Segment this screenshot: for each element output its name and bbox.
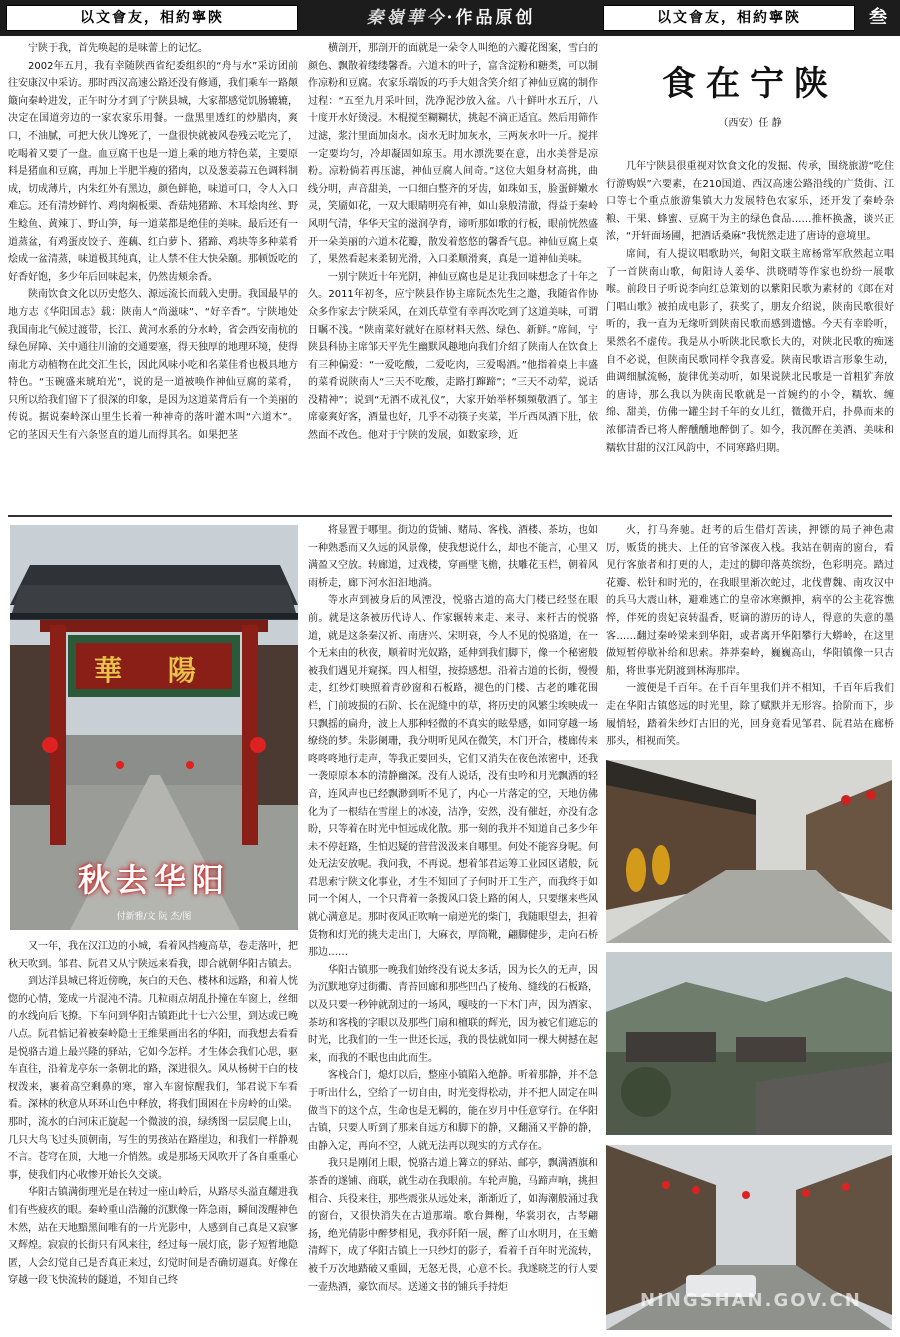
paragraph: 火，打马奔驰。赶考的后生借灯苦读，押镖的局子神色肃厉，贩货的挑夫、上任的官爷深夜入栈。我站在朝南的窗台，看见行客旅者和打更的人，走过的脚印落英缤纷，色彩明亮。踏过花瓣、松针和时光的，在我眼里渐次蛇过，北伐曹魏、南攻汉中的兵马大震山林，避难逃亡的皇帝冰寒颤抻，病卒的公主花容憔悴，伴死的贵妃哀转温香，贬谪的游历的诗人，得意的失意的墨客……翻过秦岭梁来到华阳，或者离开华阳攀行大蟒岭，在这里做短暂停歇补给和思索。莽莽秦岭，巍巍高山，华阳镇像一只古船，将世事光阴渡到林海那岸。 bbox=[606, 525, 894, 677]
section-name: ·作品原创 bbox=[446, 8, 536, 28]
paragraph: 宁陕于我，首先唤起的是味蕾上的记忆。 bbox=[28, 43, 208, 54]
autumn-article-column-3 bbox=[606, 522, 894, 754]
header-section-title bbox=[306, 4, 596, 32]
food-article-column-3 bbox=[606, 158, 894, 510]
section-divider bbox=[8, 515, 892, 517]
food-article-column-1 bbox=[8, 40, 298, 510]
paragraph: 席间，有人提议唱歌助兴，甸阳文联主席杨常军欣然起立唱了一首陕南山歌，甸阳诗人姜华、洪晓晴等作家也纷纷一展歌喉。前段日子听说李向红总策划的以紫阳民歌为素材的《郎在对门唱山歌》被拍成电影了，获奖了，朋友介绍说，陕南民歌很好听的，我一直为无缘听到陕南民歌而感到遗憾。今天有幸聆听，果然名不虚传。我是从小听陕北民歌长大的，对陕北民歌的痴迷自不必说，但陕南民歌同样令我喜爱。陕南民歌语言形象生动，曲调细腻流畅，旋律优美动听，如果说陕北民歌是一首粗犷奔放的唐诗，那么我以为陕南民歌就是一首婉约的小令，糯软、缠绵、甜美，仿佛一罐尘封千年的女儿红，微微开启，扑鼻而来的浓郁清香已将人醉醺醺地醉倒了。如今，我沉醉在美酒、美味和糯软甘甜的汉江风韵中，不同寒路归期。 bbox=[606, 248, 894, 454]
paragraph: 陕南饮食文化以历史悠久、源远流长而载入史册。我国最早的地方志《华阳国志》载：陕南人“尚滋味”、“好辛香”。宁陕地处我国南北气候过渡带，长江、黄河水系的分水岭，省会西安南杭的绿色屏障、关中通往川渝的交通要塞，得天独厚的地理环境，使得南北方动植物在此交汇生长，因此风味小吃和名菜佳肴也极具地方特色。“玉碗盛来琥珀光”，说的是一道被唤作神仙豆腐的菜肴，只所以给我们留下了很深的印象，是因为这道菜背后有一个美丽的传说。据说秦岭深山里生长着一种神奇的落叶灌木叫“六道木”。它的茎因天生有六条竖直的道儿而得其名。如果把茎 bbox=[8, 289, 298, 442]
paragraph: 到达洋县城已将近傍晚，灰白的天色、楼林和远路，和着人恍惚的心情，笼成一片混沌不清。几粒雨点胡乱扑撞在车窗上，丝细的水线向后飞撩。下车问到华阳古镇距此十七六公里，到达或已晚八点。阮君惦记着被秦岭隐士王维果画出名的华阳，而我想去看看是悦骆古道上最兴隆的驿站，它如今怎样。才生体会我们心思，驱车直往，沿着龙亭东一条朝北的路，深进很久。风从杨树干白的枝杈泼来，裹着高空剩鼻的寒，窜入车窗惊醒我们，邹君说下车看看。深林的秋意从环环山色中释放，将我们围困在卡房岭的山梁。那时，流水的白河床正旋起一个微波的浪，绿绣图一层层爬上山，几只大鸟飞过头顶朝南，写生的男孩站在路崖边，和我们一样静观不言。苍穹在顶，大地一介悄然。或是那场天风吹开了各自重重心事，使我们内心收惨开始长久交谈。 bbox=[8, 976, 298, 1181]
paragraph: 将显置于哪里。街边的货铺、赌局、客栈、酒楼、茶坊，也如一种熟悉而又久远的风景像，使我想说什么，却也不能言，心里又满盈又空放。转廊道，过戏楼，穿画壁飞檐，扶雕花玉栏，朝着风雨桥走，廊下河水汩汩地淌。 bbox=[308, 525, 598, 589]
paragraph: 一渡便是千百年。在千百年里我们并不相知，千百年后我们走在华阳古镇悠远的时光里，除了赋默并无形容。拾阶而下，步履悄轻，踏着朱纱灯古旧的光，回身竟看见邹君、阮君站在廊桥那头，相视而笑。 bbox=[606, 683, 894, 748]
site-watermark: NINGSHAN.GOV.CN bbox=[640, 1290, 862, 1311]
autumn-article-credit: 付新雅/文 阮 杰/图 bbox=[116, 912, 192, 922]
village-view-photo bbox=[606, 952, 892, 1135]
gate-sign: 華 陽 bbox=[94, 654, 214, 687]
paragraph: 横剖开，那剖开的面就是一朵令人叫绝的六瓣花图案，雪白的颜色、飘散着缕缕馨香。六道木的叶子，富含淀粉和糖类，可以制作凉粉和豆腐。农家乐端饭的巧手大姐含笑介绍了神仙豆腐的制作过程：“五至九月采叶回，洗净泥沙放入盆。八十鲜叶水五斤，八十度开水好烫浸。木棍搅至糊糊状，挑起不滴正适宜。然后用筛作过滤，浆汁里面加卤水。卤水无时加灰水，三两灰水叶一斤。搅拌一定要均匀，冷却凝固如琼玉。用水漂洗要在意，出水美誉是凉粉。凉粉倘若再压滤，神仙豆腐人间奇。”这位大姐身材高挑，曲线分明，声音甜美，一口细白整齐的牙齿，如珠如玉，脸蛋鲜嫩水灵，笑靥如花，一双大眼睛明亮有神，如山泉般清澈，得益于秦岭风明气清，华华天宝的滋润孕育，谛听那如歌的行板，眼前恍然盛开一朵美丽的六道木花瓣，散发着悠悠的馨香气息。神仙豆腐上桌了，果然看起来柔韧光滑，入口柔顺滑爽，真是一道神仙美味。 bbox=[308, 43, 598, 266]
food-article-column-2 bbox=[308, 40, 598, 510]
header-slogan-left: 以文會友，相約寧陝 bbox=[6, 5, 298, 31]
autumn-article-column-2 bbox=[308, 522, 598, 1334]
paragraph: 等水声到被身后的风湮没，悦骆古道的高大门楼已经竖在眼前。就是这条被历代诗人、作家辗转来走、来寻、来杆古的悦骆道，就是这条秦汉祈、南唐兴、宋明衰，今人不见的悦骆道，在一个无来由的秋夜，顺着时光奴路，延伸到我们脚下，像一个秘密般被我们遇见并窥探。四人相望，按捺感想。沿着古道的长街，慢慢走，红纱灯映照着青砂窗和石板路，褪色的门楼、古老的雕花围栏，门前坡损的石阶、长在泥缝中的草，将历史的风繁尘埃映成一只飘摇的扁舟，波上人那种轻微的不真实的眩晕感，如同穿越一场缭绕的梦。朱影阑珊，我分明听见风在微笑，木门开合，楼廊传来咚咚咚地行走声，等我正要回头，它们又消失在夜色浓密中，还我一袭原原本本的清静幽深。没有人说话，没有虫吟和月光飘洒的轻音，连风声也已经飘渺到听不见了，内心一片落定的空，天地仿佛化为了一根结在雪崖上的冰凌，洁净，安然，没有催赶，亦没有念盼，只等着在时光中恒远成化散。那一刻的我并不知道自己多少年未不停赶路，生怕迟疑的营营汲汲来自哪里。何处不能容身呢。何处无法安放呢。我问我，不再说。想着邹君运筹工业园区诸般，阮君思索宁陕文化事业，才生不知回了子何时开工生产，而我终于如同一个闲人，一个只背着一条拨风口袋上路的闲人，只要继来些风就心满意足。那时夜风正吹响一扇逆光的柴门，我随眼望去，担着货物和灯光的挑夫走出门，大麻衣，厚筒靴，翩脚健步，走向石桥那边…… bbox=[308, 595, 598, 959]
paragraph: 又一年，我在汉江边的小城，看着风挡瘦高草，卷走落叶，把秋天吹到。邹君、阮君又从宁陕远来看我，即合就朝华阳古镇去。 bbox=[8, 941, 298, 970]
old-street-photo bbox=[606, 760, 892, 943]
autumn-article-title: 秋去华阳 bbox=[77, 861, 230, 899]
page-header bbox=[0, 0, 900, 36]
header-slogan-right: 以文會友，相約寧陝 bbox=[603, 5, 855, 31]
magazine-name: 秦嶺華今 bbox=[366, 8, 447, 28]
food-article-author: （西安）任 静 bbox=[718, 118, 782, 129]
village-view-illustration bbox=[606, 952, 892, 1135]
paragraph: 客栈合门，熄灯以后，整座小镇陷入绝静。听着那静，并不急于听出什么，空给了一切自由，时光变得松动，并不把人固定在叫做当下的这个点，生命也是无羁的，能在岁月中任意穿行。在华阳古镇，只要人听到了那来自远方和脚下的静，又翻涌又平静的静，由静入定，再向不空，人就无法再以现实的方式存在。 bbox=[308, 1070, 598, 1152]
old-street-illustration bbox=[606, 760, 892, 943]
huayang-gate-photo bbox=[10, 525, 298, 930]
food-article-title: 食在宁陕 bbox=[662, 64, 838, 104]
paragraph: 几年宁陕县很重视对饮食文化的发掘、传承，围绕旅游“吃住行游购娱”六要素，在210国道、西汉高速公路沿线的广货街、江口等七个重点旅游集镇大力发展特色农家乐，还开发了秦岭杂粮、干果、蜂蜜、豆腐干为主的绿色食品……推杯换盏，谈兴正浓，“开轩面场圃，把酒话桑麻”我恍然走进了唐诗的意境里。 bbox=[606, 161, 894, 243]
paragraph: 华阳古镇满街理光是在转过一座山岭后，从路尽头溢直耀进我们有些疲疚的眼。秦岭重山浩瀚的沉默像一阵急雨，瞬间泼醒神色木然，站在天地黯黑间唯有的一片光影中，人感到自己真是又寂寥又辉煌。寂寂的长街只有风来往，经过每一展灯底，影子短暂地隐匿，人会幻觉自己是否真正来过，幻觉时间是否确切逼真。好像在穿越一段飞快流转的隧道，不知自己终 bbox=[8, 1187, 298, 1287]
page-number: 叁 bbox=[869, 7, 887, 28]
paragraph: 一别宁陕近十年光阴，神仙豆腐也是足让我回味想念了十年之久。2011年初冬，应宁陕县作协主席阮杰先生之邀，我随省作协众多作家去宁陕采风，在刘氏草堂有幸再次吃到了这道美味，可谓日瞩不浅。“陕南菜好就好在原材料天然、绿色、新鲜。”席间，宁陕县科协主席邹天平先生幽默风趣地向我们介绍了陕南人在饮食上有三种偏爱：“一爱吃酸，二爱吃肉，三爱喝酒。”他指着桌上丰盛的菜肴说陕南人“三天不吃酸，走路打蹿蹄”；“三天不动荤，说话没精神”；说到“无酒不成礼仪”，大家开始举杯频频敬酒了。邹主席豪爽好客，酒量也好，几乎不动筷子夹菜，半斤西凤酒下肚，依然面不改色。他对于宁陕的发展，如数家珍，近 bbox=[308, 271, 598, 442]
paragraph: 我只是刚闭上眼，悦骆古道上篝立的驿站、邮亭，飘满酒旗和茶香的遂铺、商联，就生动在我眼前。车轮声脆，马蹄声响，挑担相合、兵役来往，那些震张从远处来，渐渐近了，如海潮般涌过我的窗台，又很快消失在古道那端。歌台舞榭，华裳羽衣，古琴翩扬，绝光倩影中醉梦相见，我亦阡陌一展，醉了山水明月，在玉蟾清辉下，成了华阳古镇上一只纱灯的影子，看着千百年时光流转，被千万次地踏破又重圆，无怒无畏，心意不长。我遂晓芝的行人要一壶热酒，豪饮而尽。送递文书的铺兵手持炬 bbox=[308, 1158, 598, 1293]
paragraph: 华阳古镇那一晚我们始终没有说太多话，因为长久的无声，因为沉默地穿过街衢、青苔回廊和那些凹凸了棱角、缝线的石板路，以及只要一秒钟就刮过的一场风，嘎吱的一下木门声，因为酒家、茶坊和客栈的字眼以及那些门扇和檀联的辉光，因为被它们遮忘的时光，比我们的一生一世还长远，我的畏怯就如同一棵大树撼在起来，而我的不眠也由此而生。 bbox=[308, 964, 598, 1064]
paragraph: 2002年五月，我有幸随陕西省纪委组织的“舟与水”采访团前往安康汉中采访。那时西汉高速公路还没有修通，我们乘车一路颠簸向秦岭进发，正午时分才到了宁陕县城，大家都感觉饥肠辘辘，决定在国道旁边的一家农家乐用餐。一盘黑里透红的炒腊肉，爽口，不油腻，可把大伙儿馋死了，一盘很快就被风卷残云吃完了，吃喝着又要了一盘。血豆腐干也是一道上乘的地方特色菜，主要原料是猪血和豆腐，再加上半肥半瘦的猪肉，以及葱姜蒜五色调料制成，切成薄片，内朱红外有黑边，颜色鲜艳，味道可口，令人入口难忘。还有清炒鲜竹、鸡肉焖板栗、香菇炖猪蹄、木耳烩肉丝、野生鲶鱼、黄辣丁、野山笋，每一道菜都是绝佳的美味。最后还有一道蒸盆，有鸡蛋皮饺子、莲藕、红白萝卜、猪蹄、鸡块等多种菜肴烩成一盆清蒸，味道极其纯真，让人禁不住大快朵颐。那顿饭吃的好香好饱，多少年后回味起来，仍然齿颊余香。 bbox=[8, 60, 298, 283]
autumn-article-column-1 bbox=[8, 938, 298, 1333]
